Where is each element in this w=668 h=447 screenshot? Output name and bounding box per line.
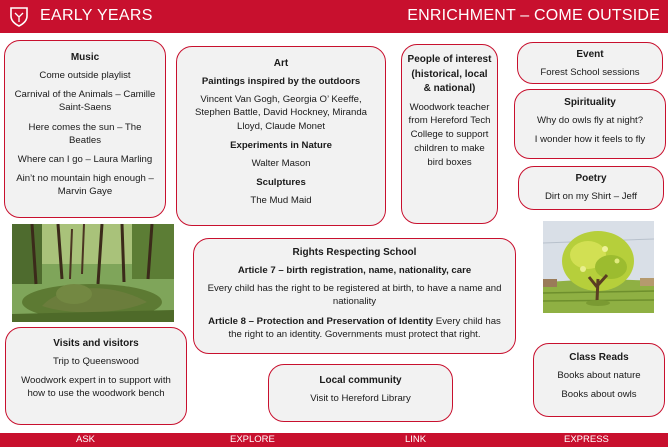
people-title: People of interest (historical, local & national) xyxy=(407,54,492,94)
poetry-box xyxy=(518,166,664,210)
header-bar xyxy=(0,0,668,33)
art-sculptures-heading: Sculptures xyxy=(256,177,306,189)
article8-text: Every child has the right to an identity. Governments must protect that right. xyxy=(228,315,501,340)
spirituality-box xyxy=(514,89,666,159)
spirituality-item: I wonder how it feels to fly xyxy=(534,134,646,146)
spirituality-item: Why do owls fly at night? xyxy=(536,114,644,126)
footer-bar xyxy=(0,433,668,447)
music-item: Where can I go – Laura Marling xyxy=(17,153,153,165)
class-reads-box xyxy=(533,343,665,417)
article8-paragraph xyxy=(202,315,507,341)
music-box xyxy=(4,40,166,218)
people-text: Woodwork teacher from Hereford Tech College to support children to make bird boxes xyxy=(408,101,491,169)
article7-text: Every child has the right to be registered at birth, to have a name and nationality xyxy=(207,283,502,308)
art-experiments-heading: Experiments in Nature xyxy=(230,139,332,151)
footer-explore: EXPLORE xyxy=(230,434,275,445)
tree-painting-photo xyxy=(543,221,654,313)
rights-box xyxy=(193,238,516,354)
people-box xyxy=(401,44,498,224)
page-title: EARLY YEARS xyxy=(40,7,153,24)
art-sculptures-text: The Mud Maid xyxy=(250,195,312,207)
topic-title: ENRICHMENT – COME OUTSIDE xyxy=(407,7,660,24)
music-title: Music xyxy=(70,52,100,63)
art-paintings-text: Vincent Van Gogh, Georgia O’ Keeffe, Stephen Battle, David Hockney, Miranda Lloyd, Claude Monet xyxy=(194,94,368,132)
art-box xyxy=(176,46,386,226)
music-item: Here comes the sun – The Beatles xyxy=(28,121,142,146)
class-reads-item: Books about nature xyxy=(557,369,641,381)
community-title: Local community xyxy=(319,375,402,386)
poetry-text: Dirt on my Shirt – Jeff xyxy=(544,190,638,202)
event-text: Forest School sessions xyxy=(540,66,640,78)
mud-maid-photo xyxy=(12,224,174,322)
footer-ask: ASK xyxy=(76,434,96,445)
event-box xyxy=(517,42,663,84)
rights-title: Rights Respecting School xyxy=(292,247,417,258)
poetry-title: Poetry xyxy=(575,173,607,184)
spirituality-title: Spirituality xyxy=(564,97,616,108)
class-reads-title: Class Reads xyxy=(569,352,629,363)
shield-crest-icon xyxy=(10,7,28,27)
event-title: Event xyxy=(576,49,604,60)
class-reads-item: Books about owls xyxy=(561,389,637,401)
visits-item: Trip to Queenswood xyxy=(52,355,140,367)
art-paintings-heading: Paintings inspired by the outdoors xyxy=(201,75,361,87)
visits-item: Woodwork expert in to support with how to use the woodwork bench xyxy=(21,375,171,400)
footer-link: LINK xyxy=(405,434,427,445)
art-experiments-text: Walter Mason xyxy=(251,157,311,169)
visits-title: Visits and visitors xyxy=(53,338,139,349)
music-item: Come outside playlist xyxy=(39,69,131,81)
art-title: Art xyxy=(273,58,289,69)
music-item: Ain’t no mountain high enough – Marvin Gaye xyxy=(16,173,154,198)
music-item: Carnival of the Animals – Camille Saint-Saens xyxy=(14,89,156,114)
footer-express: EXPRESS xyxy=(564,434,609,445)
visits-box xyxy=(5,327,187,425)
article8-heading: Article 8 – Protection and Preservation of Identity xyxy=(208,315,434,327)
community-box xyxy=(268,364,453,422)
community-text: Visit to Hereford Library xyxy=(310,392,411,404)
article7-heading: Article 7 – birth registration, name, nationality, care xyxy=(237,264,472,276)
